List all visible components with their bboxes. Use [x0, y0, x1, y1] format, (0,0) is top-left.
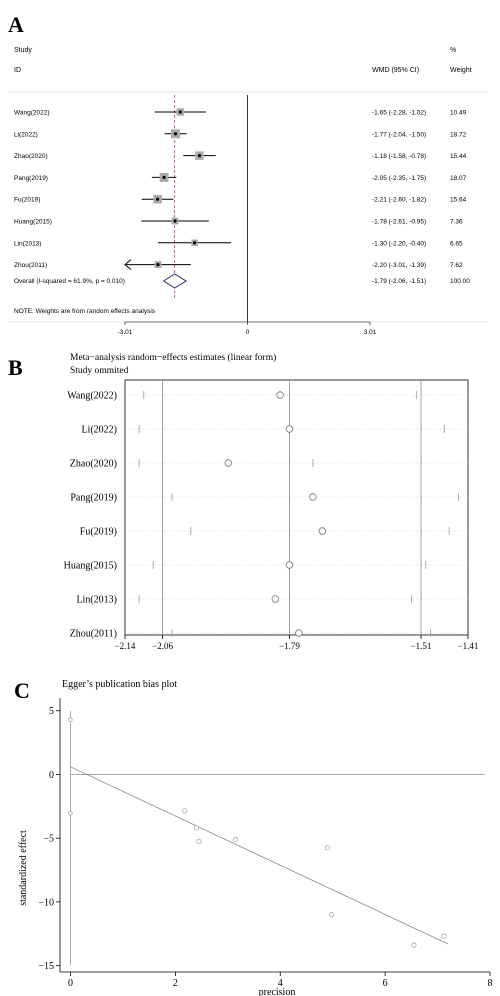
forest-study-weight: 10.49 — [450, 109, 467, 117]
sensitivity-x-tick-label: −1.41 — [457, 641, 479, 651]
sensitivity-study-label: Li(2022) — [81, 424, 117, 436]
forest-point — [193, 241, 196, 244]
forest-point — [173, 219, 176, 222]
sensitivity-title: Meta−analysis random−effects estimates (linear form) — [70, 353, 277, 363]
sensitivity-study-label: Lin(2013) — [76, 594, 117, 606]
egger-study-point — [442, 934, 446, 938]
forest-plot — [0, 0, 500, 345]
forest-study-weight: 15.44 — [450, 153, 467, 161]
forest-study-label: Fu(2019) — [14, 196, 41, 204]
egger-study-point — [233, 837, 237, 841]
sensitivity-x-tick-label: −2.14 — [114, 641, 136, 651]
sensitivity-study-label: Wang(2022) — [67, 390, 117, 402]
egger-study-point — [329, 912, 333, 916]
forest-overall-diamond — [164, 274, 186, 288]
forest-point — [174, 132, 177, 135]
sensitivity-estimate-point — [225, 460, 232, 467]
sensitivity-estimate-point — [310, 494, 317, 501]
egger-x-tick-label: 4 — [277, 978, 283, 989]
forest-study-weight: 15.64 — [450, 196, 467, 204]
sensitivity-estimate-point — [286, 562, 293, 569]
forest-study-ci: -1.65 (-2.28, -1.02) — [372, 109, 427, 117]
forest-x-tick-label: 0 — [245, 329, 250, 336]
forest-note: NOTE: Weights are from random effects analysis — [14, 308, 156, 315]
header-id: ID — [14, 67, 21, 74]
sensitivity-plot-frame — [125, 380, 468, 635]
forest-study-weight: 18.72 — [450, 131, 467, 139]
forest-x-tick-label: -3.01 — [117, 329, 133, 336]
header-pct: % — [450, 47, 457, 54]
sensitivity-estimate-point — [272, 596, 279, 603]
sensitivity-study-label: Huang(2015) — [63, 560, 117, 572]
sensitivity-plot — [0, 345, 500, 658]
sensitivity-estimate-point — [277, 392, 284, 399]
forest-study-ci: -1.77 (-2.04, -1.50) — [372, 131, 427, 139]
forest-study-weight: 7.36 — [450, 218, 463, 226]
forest-point — [179, 110, 182, 113]
egger-study-point — [325, 846, 329, 850]
egger-study-point — [194, 826, 198, 830]
forest-study-label: Li(2022) — [14, 131, 38, 139]
forest-x-tick-label: 3.01 — [363, 329, 377, 336]
egger-ylabel: standardized effect — [18, 830, 29, 906]
sensitivity-study-label: Zhao(2020) — [69, 458, 117, 470]
panel-letter-c: C — [14, 678, 30, 703]
forest-study-ci: -1.78 (-2.61, -0.95) — [372, 218, 427, 226]
sensitivity-estimate-point — [296, 630, 303, 637]
sensitivity-study-label: Fu(2019) — [79, 526, 117, 538]
egger-study-point — [197, 839, 201, 843]
forest-study-ci: -2.05 (-2.35, -1.75) — [372, 174, 427, 182]
forest-study-label: Zhao(2020) — [14, 153, 48, 161]
forest-point — [156, 263, 159, 266]
forest-point — [198, 154, 201, 157]
sensitivity-subtitle: Study ommited — [70, 366, 129, 376]
egger-x-tick-label: 8 — [487, 978, 493, 989]
sensitivity-x-tick-label: −2.06 — [152, 641, 174, 651]
sensitivity-estimate-point — [286, 426, 293, 433]
header-weight: Weight — [450, 67, 472, 74]
egger-intercept-point — [69, 812, 73, 816]
egger-y-tick-label: −10 — [38, 897, 54, 909]
egger-title: Egger’s publication bias plot — [62, 679, 178, 690]
egger-study-point — [183, 809, 187, 813]
egger-plot — [0, 658, 500, 996]
egger-y-tick-label: −15 — [38, 961, 54, 973]
forest-study-label: Lin(2013) — [14, 240, 42, 248]
sensitivity-study-label: Zhou(2011) — [69, 628, 117, 640]
header-effect: WMD (95% CI) — [372, 67, 420, 74]
sensitivity-estimate-point — [319, 528, 326, 535]
egger-y-tick-label: 5 — [49, 706, 54, 718]
forest-study-label: Huang(2015) — [14, 218, 52, 226]
forest-study-weight: 7.62 — [450, 262, 463, 270]
forest-study-ci: -2.20 (-3.01, -1.39) — [372, 262, 427, 270]
forest-study-ci: -2.21 (-2.60, -1.82) — [372, 196, 427, 204]
panel-letter-b: B — [8, 355, 23, 380]
egger-x-tick-label: 6 — [382, 978, 388, 989]
egger-fit-line — [70, 767, 448, 944]
egger-study-point — [412, 943, 416, 947]
forest-study-label: Wang(2022) — [14, 109, 50, 117]
forest-study-weight: 6.65 — [450, 240, 463, 248]
egger-intercept-point — [69, 718, 73, 722]
forest-study-weight: 18.07 — [450, 174, 467, 182]
forest-point — [156, 198, 159, 201]
sensitivity-x-tick-label: −1.79 — [279, 641, 300, 651]
forest-overall-weight: 100.00 — [450, 278, 470, 285]
egger-y-tick-label: 0 — [49, 769, 54, 781]
sensitivity-study-label: Pang(2019) — [70, 492, 117, 504]
forest-overall-ci: -1.79 (-2.06, -1.51) — [372, 278, 427, 285]
sensitivity-x-tick-label: −1.51 — [410, 641, 432, 651]
header-study: Study — [14, 47, 32, 54]
egger-y-tick-label: −5 — [43, 833, 54, 845]
forest-overall-label: Overall (I-squared = 61.9%, p = 0.010) — [14, 278, 125, 285]
forest-study-label: Pang(2019) — [14, 174, 48, 182]
egger-x-tick-label: 2 — [172, 978, 178, 989]
egger-x-tick-label: 0 — [67, 978, 73, 989]
forest-study-ci: -1.30 (-2.20, -0.40) — [372, 240, 427, 248]
forest-point — [162, 176, 165, 179]
forest-study-label: Zhou(2011) — [14, 262, 48, 270]
forest-study-ci: -1.18 (-1.58, -0.78) — [372, 153, 427, 161]
egger-xlabel: precision — [258, 987, 296, 996]
panel-letter-a: A — [8, 12, 24, 37]
